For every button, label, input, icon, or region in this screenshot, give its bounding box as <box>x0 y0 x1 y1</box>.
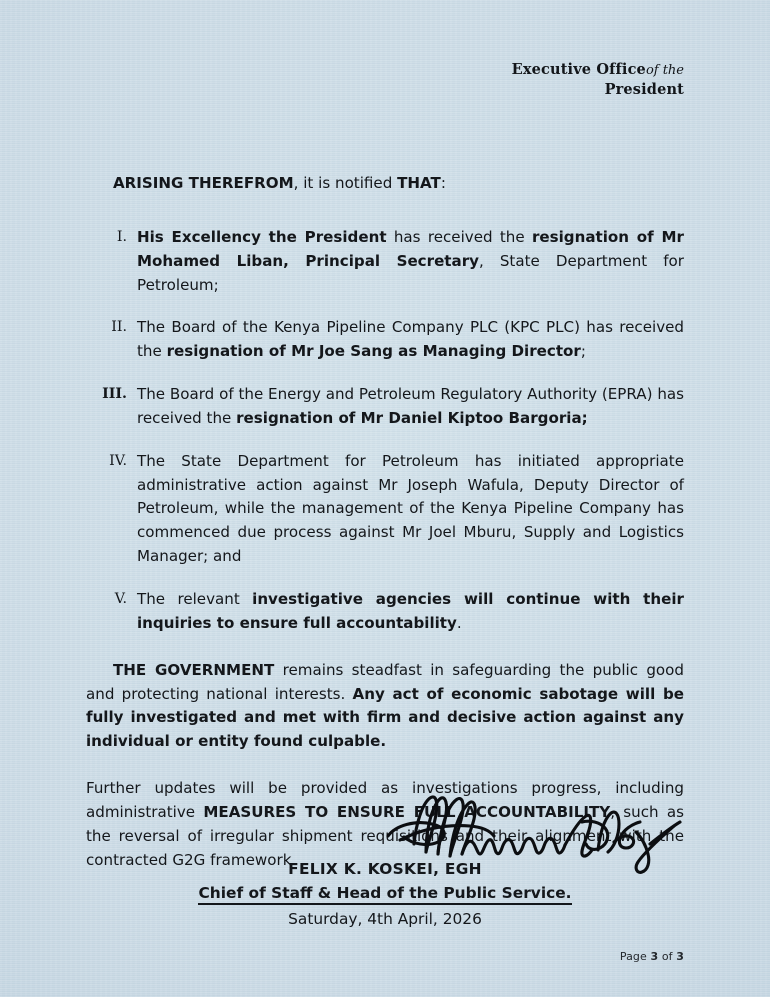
list-item-text <box>137 316 684 364</box>
list-item-text <box>137 383 684 431</box>
intro-lead: ARISING THEREFROM <box>113 174 294 192</box>
letterhead-line-1 <box>512 60 684 80</box>
list-item-numeral: I. <box>116 228 127 245</box>
text-run-2: resignation of Mr Mohamed Liban, Principal Secretary <box>137 227 684 270</box>
text-run-0: The Board of the Kenya Pipeline Company PLC (KPC PLC) has received the <box>137 318 684 361</box>
list-item <box>86 588 684 636</box>
footer-prefix: Page <box>619 950 651 963</box>
closing-paragraph <box>86 659 684 754</box>
letterhead <box>512 60 684 100</box>
list-item-text <box>137 450 684 569</box>
list-item <box>86 383 684 431</box>
letterhead-president: President <box>604 80 684 98</box>
list-item <box>86 226 684 298</box>
list-item-numeral: III. <box>102 386 127 403</box>
list-item-numeral: IV. <box>109 452 127 469</box>
text-run-0: The State Department for Petroleum has initiated appropriate administrative action against Mr Joseph Wafula, Deputy Director of Petroleum, while the management of the Kenya Pipeline Company has commenced due process against Mr Joel Mburu, Supply and Logistics Manager; and <box>137 451 684 566</box>
page-footer <box>620 950 684 963</box>
text-run-0: The relevant <box>137 589 253 608</box>
text-run-2: . <box>456 613 462 632</box>
footer-current-page: 3 <box>650 950 659 963</box>
text-run-3: , State Department for Petroleum; <box>137 251 684 294</box>
text-run-0: THE GOVERNMENT <box>113 660 275 679</box>
list-item-numeral: II. <box>111 319 127 336</box>
letterhead-executive-office: Executive Office <box>511 61 646 78</box>
text-run-2: ; <box>580 342 586 361</box>
text-run-1: investigative agencies will continue with their inquiries to ensure full accountability <box>137 589 684 632</box>
intro-mid: , it is notified <box>293 174 398 192</box>
text-run-0: The Board of the Energy and Petroleum Regulatory Authority (EPRA) has received the <box>137 385 684 427</box>
signatory-name: FELIX K. KOSKEI, EGH <box>288 860 482 878</box>
list-item-text <box>137 588 684 636</box>
footer-middle: of <box>658 950 677 963</box>
letterhead-line-2 <box>512 80 684 100</box>
text-run-2: , such as the reversal of irregular shipment requisitions and their alignment with the contracted G2G framework. <box>86 802 684 869</box>
text-run-1: MEASURES TO ENSURE FULL ACCOUNTABILITY <box>203 802 611 821</box>
document-body <box>86 172 684 872</box>
footer-total-pages: 3 <box>676 950 684 963</box>
text-run-0: Further updates will be provided as investigations progress, including administrative <box>86 779 684 821</box>
text-run-0: His Excellency the President <box>137 227 387 246</box>
intro-paragraph <box>86 172 684 196</box>
letterhead-of-the: of the <box>645 63 684 78</box>
list-item <box>86 316 684 364</box>
list-item <box>86 450 684 569</box>
text-run-1: remains steadfast in safeguarding the public good and protecting national interests. <box>86 660 684 703</box>
list-item-text <box>137 226 684 298</box>
signatory-title <box>86 884 684 902</box>
text-run-1: resignation of Mr Joe Sang as Managing Director <box>166 342 581 361</box>
text-run-2: Any act of economic sabotage will be fully investigated and met with firm and decisive action against any individual or entity found culpable. <box>86 684 685 751</box>
intro-colon: : <box>440 174 446 192</box>
numbered-list <box>86 226 684 636</box>
signature-block <box>86 796 684 936</box>
text-run-1: resignation of Mr Daniel Kiptoo Bargoria; <box>236 408 588 427</box>
text-run-1: has received the <box>386 227 532 246</box>
signature-date: Saturday, 4th April, 2026 <box>288 910 482 928</box>
list-item-numeral: V. <box>114 590 127 607</box>
intro-that: THAT <box>397 174 441 192</box>
signatory-title-text: Chief of Staff & Head of the Public Service. <box>198 884 571 905</box>
